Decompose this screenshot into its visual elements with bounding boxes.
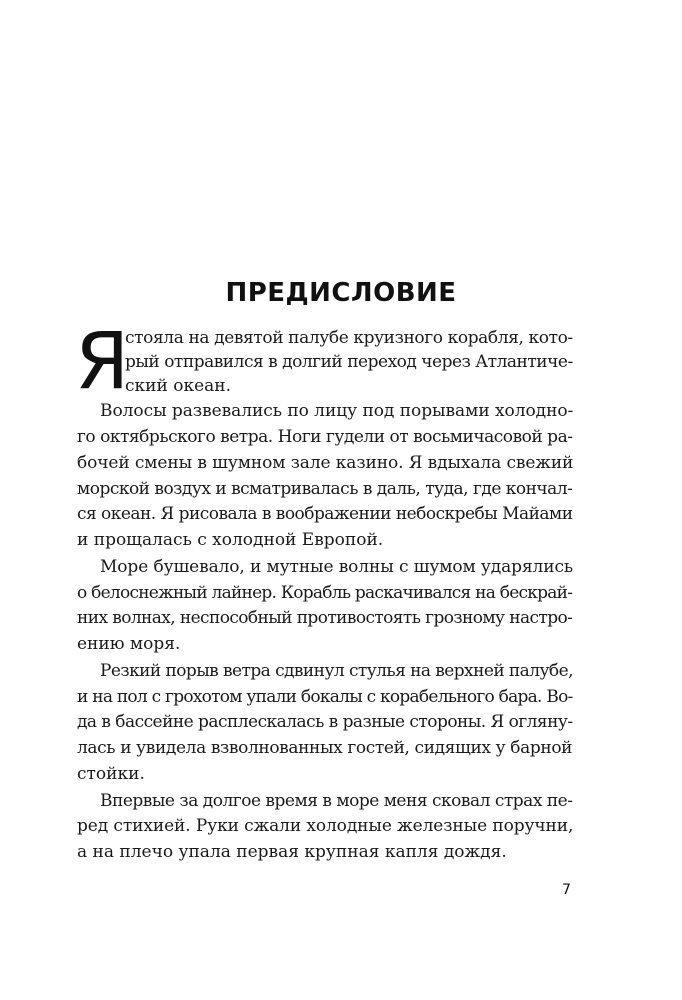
text-line: Впервые за долгое время в море меня сковал страх пе- [100,791,573,811]
text-line: да в бассейне расплескалась в разные стороны. Я огляну- [77,712,573,732]
text-line: лась и увидела взволнованных гостей, сидящих у барной [77,738,573,758]
text-line: ению моря. [77,634,181,654]
text-line: и на пол с грохотом упали бокалы с корабельного бара. Во- [77,687,573,707]
text-line: Резкий порыв ветра сдвинул стулья на верхней палубе, [100,661,573,681]
text-line: ский океан. [125,376,232,396]
text-line: а на плечо упала первая крупная капля дождя. [77,842,507,862]
text-line: них волнах, неспособный противостоять грозному настро- [77,608,573,628]
text-line: о белоснежный лайнер. Корабль раскачивался на бескрай- [77,583,573,603]
text-line: стояла на девятой палубе круизного корабля, кото- [125,328,573,348]
drop-cap: Я [75,317,128,407]
text-line: стойки. [77,764,145,784]
text-line: Волосы развевались по лицу под порывами холодно- [100,401,574,421]
text-line: бочей смены в шумном зале казино. Я вдыхала свежий [77,453,574,473]
text-line: ся океан. Я рисовала в воображении небоскребы Майами [77,504,573,524]
text-line: и прощалась с холодной Европой. [77,530,384,550]
text-line: рый отправился в долгий переход через Атлантиче- [125,352,573,372]
chapter-heading: ПРЕДИСЛОВИЕ [225,278,457,308]
text-line: морской воздух и всматривалась в даль, туда, где кончал- [77,479,573,499]
text-line: Море бушевало, и мутные волны с шумом ударялись [100,557,574,577]
text-line: ред стихией. Руки сжали холодные железные поручни, [77,816,574,836]
text-line: го октябрьского ветра. Ноги гудели от восьмичасовой ра- [77,427,573,447]
page-number: 7 [562,882,571,898]
